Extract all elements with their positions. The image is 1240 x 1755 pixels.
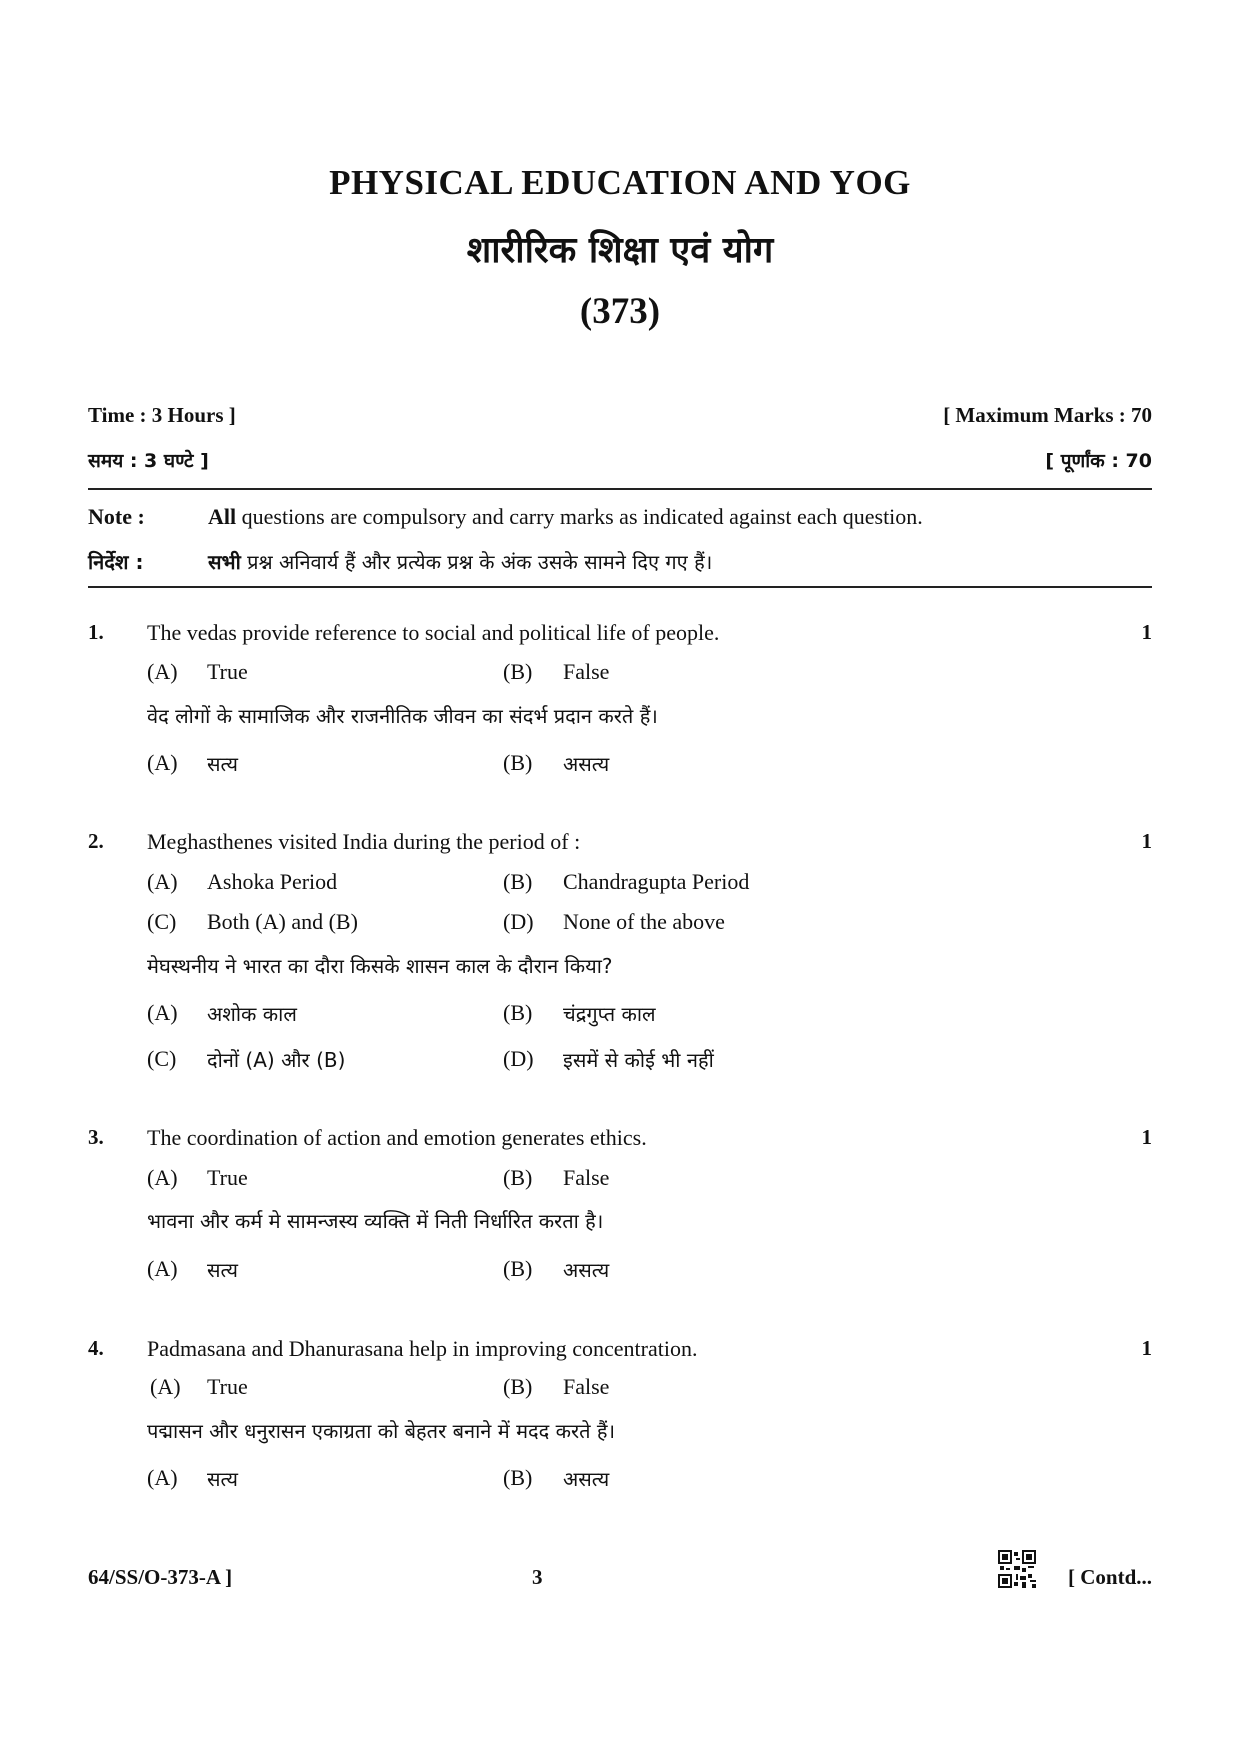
option-text-hindi: इसमें से कोई भी नहीं [563, 1048, 714, 1072]
option-text: True [207, 1165, 248, 1190]
option-text-hindi: दोनों (A) और (B) [207, 1048, 346, 1072]
option-label: (A) [147, 659, 178, 684]
option-text: Both (A) and (B) [207, 909, 358, 934]
question-marks: 1 [1141, 620, 1152, 644]
divider [88, 488, 1152, 490]
question-number: 3. [88, 1125, 104, 1149]
option-text-hindi: असत्य [563, 1467, 610, 1491]
question-text-hindi: मेघस्थनीय ने भारत का दौरा किसके शासन काल के दौरान किया? [147, 954, 613, 978]
page-number: 3 [532, 1565, 543, 1589]
note-body: questions are compulsory and carry marks as indicated against each question. [236, 504, 923, 529]
option-label: (B) [503, 1465, 533, 1490]
option-text: True [207, 1374, 248, 1399]
option-text: False [563, 1165, 610, 1190]
option-label: (B) [503, 750, 533, 775]
paper-reference: 64/SS/O-373-A ] [88, 1565, 233, 1589]
question-marks: 1 [1141, 1336, 1152, 1360]
option-text-hindi: चंद्रगुप्त काल [563, 1002, 656, 1026]
question-text-hindi: पद्मासन और धनुरासन एकाग्रता को बेहतर बनाने में मदद करते हैं। [147, 1419, 616, 1443]
time-label: Time : 3 Hours ] [88, 403, 236, 427]
option-text: False [563, 1374, 610, 1399]
page-title: PHYSICAL EDUCATION AND YOG [329, 163, 911, 202]
question-text: Meghasthenes visited India during the period of : [147, 829, 581, 854]
option-text-hindi: अशोक काल [207, 1002, 297, 1026]
page-title-hindi: शारीरिक शिक्षा एवं योग [466, 230, 774, 271]
question-marks: 1 [1141, 1125, 1152, 1149]
option-label: (A) [147, 1000, 178, 1025]
max-marks-label: [ Maximum Marks : 70 [943, 403, 1152, 427]
option-text-hindi: सत्य [207, 752, 238, 776]
option-label: (B) [503, 1165, 533, 1190]
option-label: (B) [503, 1374, 533, 1399]
option-label: (A) [147, 1465, 178, 1490]
option-label: (A) [150, 1374, 181, 1399]
note-text-hindi [208, 548, 712, 575]
note-body-hindi: प्रश्न अनिवार्य हैं और प्रत्येक प्रश्न के अंक उसके सामने दिए गए हैं। [240, 550, 713, 574]
qr-code-icon [998, 1550, 1036, 1588]
option-label: (B) [503, 869, 533, 894]
question-marks: 1 [1141, 829, 1152, 853]
option-label: (D) [503, 1046, 534, 1071]
option-text: Chandragupta Period [563, 869, 750, 894]
option-text-hindi: असत्य [563, 752, 610, 776]
question-number: 2. [88, 829, 104, 853]
option-text: True [207, 659, 248, 684]
question-text: The coordination of action and emotion generates ethics. [147, 1125, 647, 1150]
option-text: None of the above [563, 909, 725, 934]
question-text: The vedas provide reference to social and political life of people. [147, 620, 720, 645]
continued-label: [ Contd... [1067, 1565, 1152, 1589]
option-label: (B) [503, 1000, 533, 1025]
option-label: (A) [147, 750, 178, 775]
option-label: (C) [147, 1046, 177, 1071]
time-label-hindi: समय : 3 घण्टे ] [88, 450, 209, 472]
note-text [208, 504, 923, 530]
option-label: (A) [147, 1256, 178, 1281]
question-number: 4. [88, 1336, 104, 1360]
question-text: Padmasana and Dhanurasana help in improving concentration. [147, 1336, 698, 1361]
note-emphasis-hindi: सभी [208, 550, 241, 574]
max-marks-label-hindi: [ पूर्णांक : 70 [1045, 450, 1152, 472]
option-text-hindi: सत्य [207, 1467, 238, 1491]
note-label-hindi: निर्देश : [88, 550, 144, 574]
paper-code: (373) [579, 291, 661, 332]
option-text: Ashoka Period [207, 869, 338, 894]
option-label: (B) [503, 1256, 533, 1281]
option-label: (A) [147, 1165, 178, 1190]
question-text-hindi: भावना और कर्म मे सामन्जस्य व्यक्ति में निती निर्धारित करता है। [147, 1209, 604, 1233]
question-number: 1. [88, 620, 104, 644]
divider [88, 586, 1152, 588]
question-text-hindi: वेद लोगों के सामाजिक और राजनीतिक जीवन का संदर्भ प्रदान करते हैं। [147, 704, 658, 728]
option-text: False [563, 659, 610, 684]
option-label: (B) [503, 659, 533, 684]
option-label: (C) [147, 909, 177, 934]
option-label: (D) [503, 909, 534, 934]
note-emphasis: All [208, 504, 237, 529]
option-label: (A) [147, 869, 178, 894]
note-label: Note : [88, 504, 145, 529]
option-text-hindi: सत्य [207, 1258, 238, 1282]
option-text-hindi: असत्य [563, 1258, 610, 1282]
